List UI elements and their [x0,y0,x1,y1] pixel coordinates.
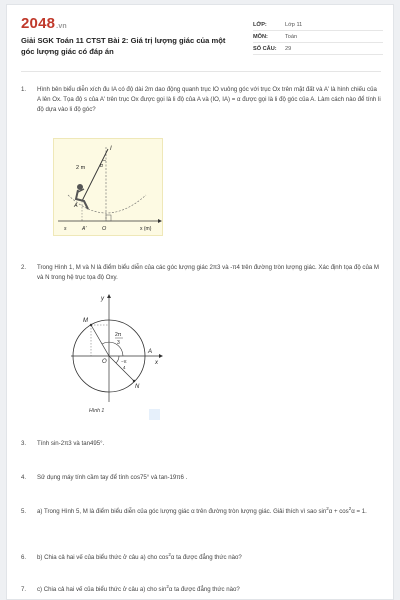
question-3: 3. Tính sin-2π3 và tan495°. [21,440,105,447]
question-1: 1. Hình bên biểu diễn xích đu IA có độ dài 2m dao động quanh trục IO vuông góc với trục Ox trên mặt đất và A' là hình chiếu của A lên Ox. Tọa độ s của A' trên trục Ox được gọi là li độ của A và (IO, IA) = α được gọi là li độ góc của A. Làm cách nào để tính li độ dựa vào li độ góc? [21,86,381,113]
question-2: 2. Trong Hình 1, M và N là điểm biểu diễn của các góc lượng giác 2π3 và -π4 trên đường tròn lượng giác. Xác định tọa độ của M và N trong hệ trục tọa độ Oxy. [21,264,380,281]
svg-text:−π: −π [121,359,127,364]
question-7: 7. c) Chia cả hai vế của biểu thức ở câu a) cho $\sin^2\alpha$ ta được đẳng thức nào? [21,583,240,593]
swing-figure [53,138,163,236]
unit-circle-figure [69,292,164,408]
swing-rope [82,149,108,201]
right-angle-mark [106,215,111,221]
header-divider [21,71,381,72]
document-header [7,5,393,67]
svg-text:O: O [102,226,107,232]
swing-arc [68,195,146,213]
document-title: Giải SGK Toán 11 CTST Bài 2: Giá trị lượng giác của một góc lượng giác có đáp án [21,36,226,56]
swing-diagram [54,139,164,237]
svg-text:x: x [155,360,158,366]
svg-text:O: O [102,359,107,365]
y-axis-arrow-icon [107,294,111,298]
point-n [133,380,135,382]
svg-text:2π: 2π [115,332,122,338]
angle-arc-negative [116,356,119,363]
unit-circle-diagram [69,292,164,408]
figure-caption: Hình 1 [89,408,105,414]
svg-text:A: A [148,349,153,355]
meta-subject: MÔN: Toán [253,31,383,43]
svg-text:α: α [100,163,103,169]
document-page [6,4,394,600]
svg-text:4: 4 [123,365,126,370]
question-4: 4. Sử dụng máy tính cầm tay để tính cos75° và tan-19π6 . [21,474,188,481]
document-meta [253,19,383,55]
svg-text:3: 3 [117,340,120,346]
svg-text:2 m: 2 m [76,165,86,171]
x-axis-arrow-icon [159,354,163,358]
svg-text:M: M [83,318,88,324]
question-5: 5. a) Trong Hình 5, M là điểm biểu diễn của góc lượng giác α trên đường tròn lượng giác. Giải thích vì sao $\sin^2\alpha + \cos^2\alpha = 1$. [21,505,367,515]
meta-count: SỐ CÂU: 29 [253,43,383,55]
radius-om [91,325,109,356]
meta-grade: LỚP: Lớp 11 [253,19,383,31]
svg-text:I: I [110,146,112,152]
svg-text:A': A' [82,226,87,232]
svg-text:y: y [101,296,104,302]
site-logo[interactable]: 2048.vn [21,15,67,32]
image-thumbnail[interactable] [149,409,160,420]
svg-text:s: s [64,226,67,232]
svg-text:A: A [74,203,78,209]
svg-text:x (m): x (m) [140,226,152,232]
point-m [90,324,92,326]
question-6: 6. b) Chia cả hai vế của biểu thức ở câu a) cho $\cos^2\alpha$ ta được đẳng thức nào? [21,551,242,561]
x-axis-arrow-icon [158,219,162,223]
svg-text:N: N [135,384,140,390]
